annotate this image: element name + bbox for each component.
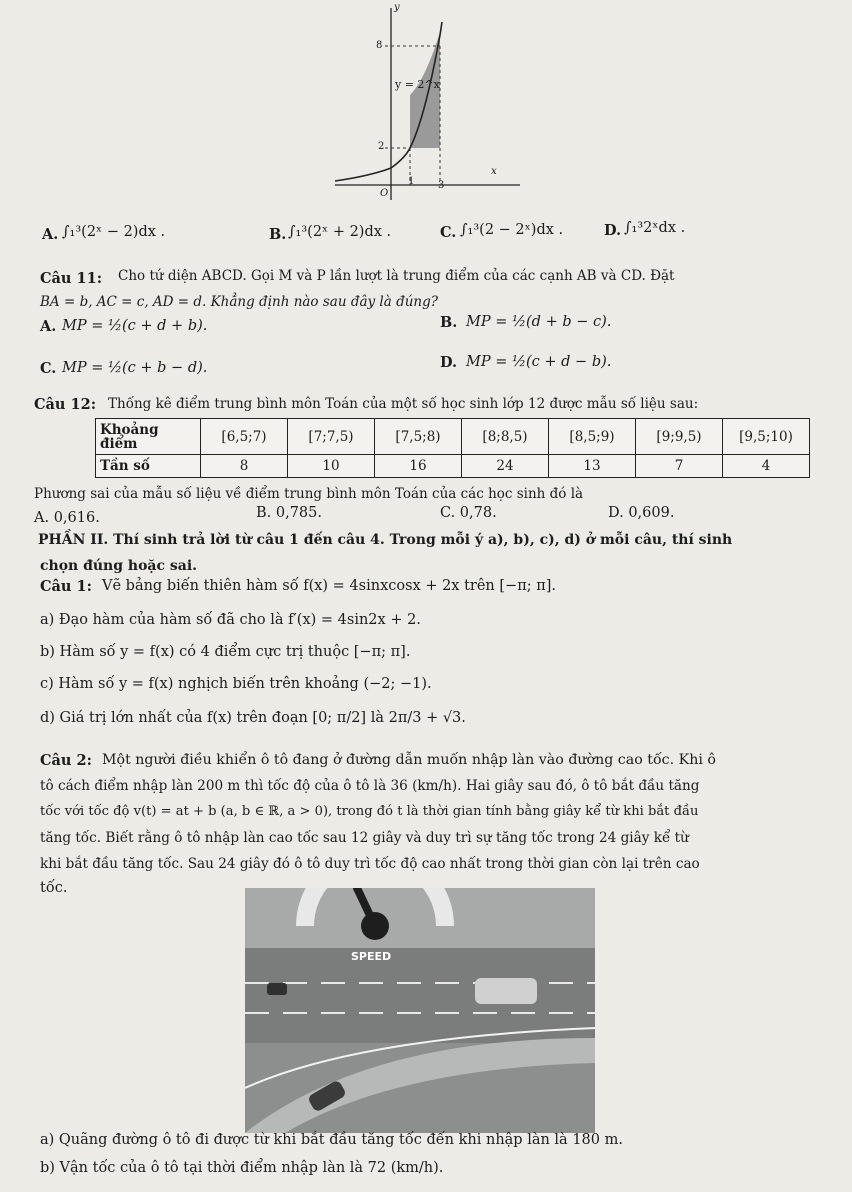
speed-sign-label: SPEED: [351, 950, 392, 963]
c2-statement-a: a) Quãng đường ô tô đi được từ khi bắt đầu tăng tốc đến khi nhập làn là 180 m.: [40, 1132, 623, 1148]
c1-statement-c: c) Hàm số y = f(x) nghịch biến trên khoảng (−2; −1).: [40, 676, 432, 692]
q11-number: Câu 11:: [40, 270, 103, 287]
graph-tick-x3: 3: [438, 180, 445, 191]
table-cell: [7;7,5): [288, 419, 375, 455]
q11-option-d-label: D.: [440, 354, 458, 371]
c1-number: Câu 1:: [40, 578, 92, 595]
q12-option-d: D. 0,609.: [608, 505, 675, 521]
q10-option-d-label: D.: [604, 222, 622, 239]
q11-stem-line2: BA = b, AC = c, AD = d. Khẳng định nào sau đây là đúng?: [40, 294, 438, 310]
c2-number: Câu 2:: [40, 752, 92, 769]
graph-origin: O: [380, 188, 389, 199]
q12-question: Phương sai của mẫu số liệu về điểm trung bình môn Toán của các học sinh đó là: [34, 486, 584, 502]
table-row: [96, 419, 810, 455]
graph-y-label: y: [394, 2, 400, 13]
c2-line3: tốc với tốc độ v(t) = at + b (a, b ∈ ℝ, a > 0), trong đó t là thời gian tính bằng giây kể từ khi bắt đầu: [40, 804, 699, 819]
c2-line4: tăng tốc. Biết rằng ô tô nhập làn cao tốc sau 12 giây và duy trì sự tăng tốc trong 24 giây kể từ: [40, 830, 689, 846]
c1-statement-d: d) Giá trị lớn nhất của f(x) trên đoạn [0; π/2] là 2π/3 + √3.: [40, 710, 466, 726]
part2-title-line2: chọn đúng hoặc sai.: [40, 558, 198, 574]
q11-option-c: MP = ½(c + b − d).: [62, 360, 208, 376]
table-cell: 4: [723, 455, 810, 478]
c1-stem: Vẽ bảng biến thiên hàm số f(x) = 4sinxcosx + 2x trên [−π; π].: [102, 578, 557, 594]
c2-line2: tô cách điểm nhập làn 200 m thì tốc độ của ô tô là 36 (km/h). Hai giây sau đó, ô tô bắt đầu tăng: [40, 778, 700, 794]
table-cell: [6,5;7): [201, 419, 288, 455]
q11-stem-line1: Cho tứ diện ABCD. Gọi M và P lần lượt là trung điểm của các cạnh AB và CD. Đặt: [118, 268, 675, 284]
q12-option-a: A. 0,616.: [34, 510, 100, 526]
c1-statement-b: b) Hàm số y = f(x) có 4 điểm cực trị thuộc [−π; π].: [40, 644, 411, 660]
graph-tick-2: 2: [378, 141, 385, 152]
graph-tick-8: 8: [376, 40, 383, 51]
table-cell: [8;8,5): [462, 419, 549, 455]
table-cell: 24: [462, 455, 549, 478]
q10-option-b-label: B.: [269, 226, 287, 243]
c2-line5: khi bắt đầu tăng tốc. Sau 24 giây đó ô tô duy trì tốc độ cao nhất trong thời gian còn lại trên cao: [40, 856, 700, 872]
graph-tick-x1: 1: [408, 176, 415, 187]
q10-option-c: ∫₁³(2 − 2ˣ)dx .: [460, 222, 564, 238]
table-cell: [8,5;9): [549, 419, 636, 455]
c2-line1: Một người điều khiển ô tô đang ở đường dẫn muốn nhập làn vào đường cao tốc. Khi ô: [102, 752, 716, 768]
q11-option-b-label: B.: [440, 314, 458, 331]
q10-option-b: ∫₁³(2ˣ + 2)dx .: [288, 224, 392, 240]
q12-option-c: C. 0,78.: [440, 505, 497, 521]
table-header-interval: Khoảng điểm: [96, 419, 201, 455]
part2-title-line1: PHẦN II. Thí sinh trả lời từ câu 1 đến câu 4. Trong mỗi ý a), b), c), d) ở mỗi câu, thí sinh: [38, 532, 733, 548]
table-cell: 10: [288, 455, 375, 478]
c1-statement-a: a) Đạo hàm của hàm số đã cho là f′(x) = 4sin2x + 2.: [40, 612, 421, 628]
q12-option-b: B. 0,785.: [256, 505, 322, 521]
table-cell: 16: [375, 455, 462, 478]
table-cell: 7: [636, 455, 723, 478]
q11-option-c-label: C.: [40, 360, 57, 377]
frequency-table: [95, 418, 810, 478]
table-header-frequency: Tần số: [96, 455, 201, 478]
q11-option-a-label: A.: [40, 318, 57, 335]
integral-graph: [325, 0, 525, 215]
table-cell: [7,5;8): [375, 419, 462, 455]
q10-option-a-label: A.: [42, 226, 59, 243]
q10-option-a: ∫₁³(2ˣ − 2)dx .: [62, 224, 166, 240]
q12-number: Câu 12:: [34, 396, 97, 413]
q11-option-b: MP = ½(d + b − c).: [466, 314, 612, 330]
q10-option-c-label: C.: [440, 224, 457, 241]
table-cell: 8: [201, 455, 288, 478]
highway-merge-illustration: [245, 888, 595, 1133]
table-cell: 13: [549, 455, 636, 478]
table-cell: [9,5;10): [723, 419, 810, 455]
q12-stem: Thống kê điểm trung bình môn Toán của một số học sinh lớp 12 được mẫu số liệu sau:: [108, 396, 699, 412]
q11-option-d: MP = ½(c + d − b).: [466, 354, 612, 370]
graph-curve-label: y = 2^x: [395, 78, 440, 91]
c2-line6: tốc.: [40, 880, 68, 896]
table-cell: [9;9,5): [636, 419, 723, 455]
graph-x-label: x: [491, 166, 497, 177]
c2-statement-b: b) Vận tốc của ô tô tại thời điểm nhập làn là 72 (km/h).: [40, 1160, 444, 1176]
table-row: [96, 455, 810, 478]
q11-option-a: MP = ½(c + d + b).: [62, 318, 208, 334]
q10-option-d: ∫₁³2ˣdx .: [624, 220, 686, 236]
exp-curve: [335, 22, 442, 181]
